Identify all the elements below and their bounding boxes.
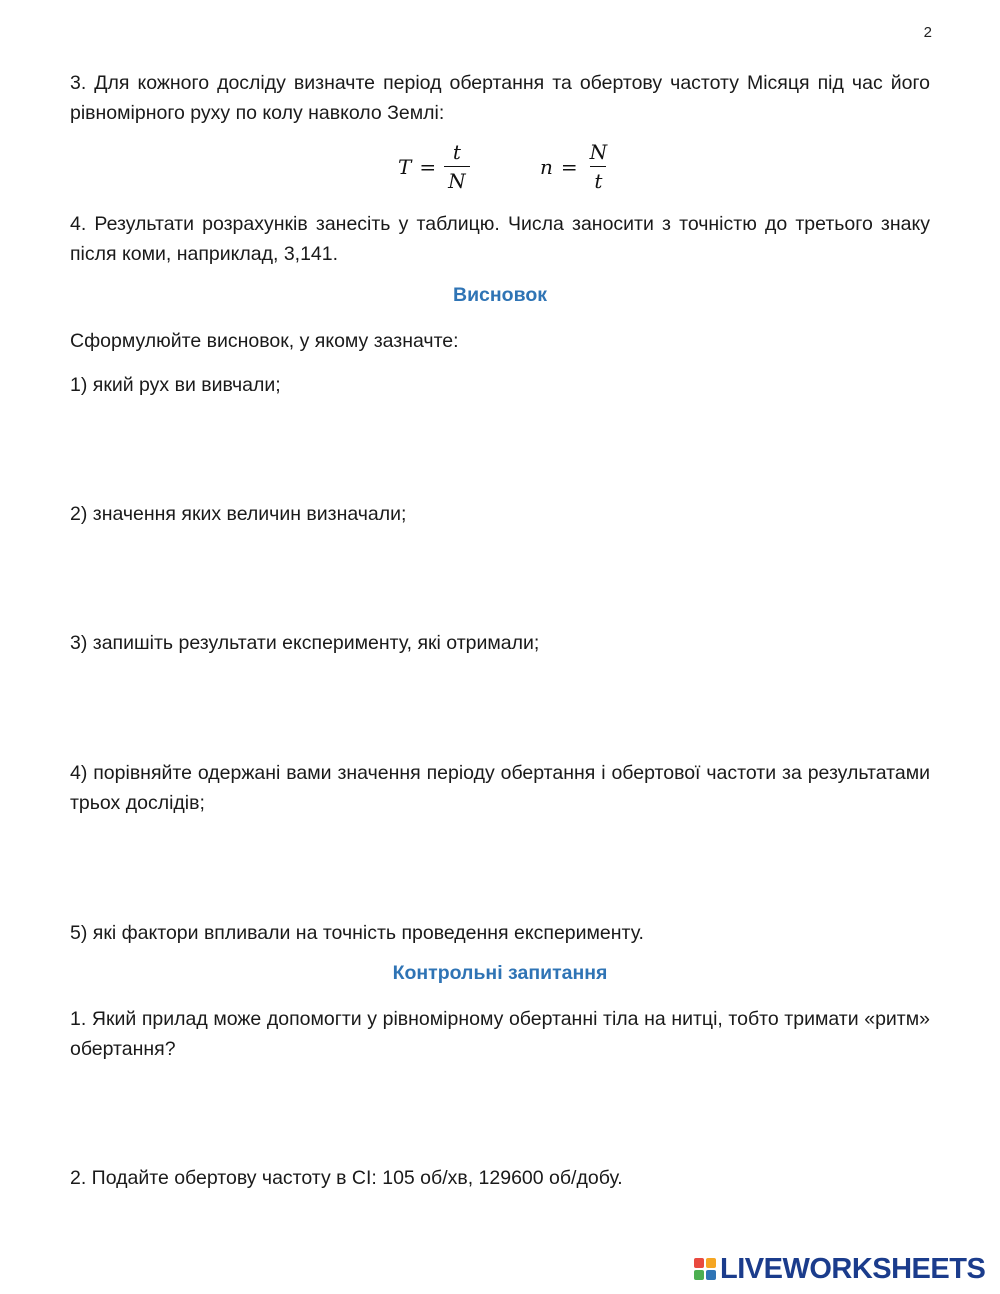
period-formula-lhs: T (398, 154, 412, 179)
period-formula (398, 140, 470, 193)
conclusion-item-4: 4) порівняйте одержані вами значення періоду обертання і обертової частоти за результатами трьох дослідів; (70, 762, 930, 814)
frequency-formula-numerator: N (589, 140, 608, 164)
conclusion-item-5: 5) які фактори впливали на точність проведення експерименту. (70, 922, 644, 944)
period-formula-equals: = (419, 154, 437, 179)
logo-square-blue (706, 1270, 716, 1280)
conclusion-item-3: 3) запишіть результати експерименту, які отримали; (70, 632, 540, 654)
control-question-2: 2. Подайте обертову частоту в СІ: 105 об/хв, 129600 об/добу. (70, 1167, 623, 1189)
conclusion-item-1: 1) який рух ви вивчали; (70, 374, 281, 396)
step-3-text: 3. Для кожного досліду визначте період обертання та обертову частоту Місяця під час його рівномірного руху по колу навколо Землі: (70, 72, 930, 124)
period-formula-fraction (444, 140, 470, 193)
control-questions-heading: Контрольні запитання (392, 962, 608, 984)
frequency-formula-equals: = (560, 154, 578, 179)
period-formula-numerator: t (452, 140, 461, 164)
formula-row (0, 140, 1000, 204)
frequency-formula-fraction (586, 140, 612, 193)
logo-text: LIVEWORKSHEETS (720, 1253, 986, 1285)
frequency-formula (540, 140, 611, 193)
frequency-formula-lhs: n (540, 154, 553, 179)
logo-mark-icon (694, 1258, 716, 1280)
conclusion-item-2: 2) значення яких величин визначали; (70, 503, 407, 525)
period-formula-denominator: N (444, 166, 470, 193)
liveworksheets-logo (694, 1252, 985, 1286)
logo-square-orange (706, 1258, 716, 1268)
control-question-1: 1. Який прилад може допомогти у рівномірному обертанні тіла на нитці, тобто тримати «ритм» обертання? (70, 1008, 930, 1060)
conclusion-intro: Сформулюйте висновок, у якому зазначте: (70, 330, 459, 352)
logo-square-green (694, 1270, 704, 1280)
logo-square-red (694, 1258, 704, 1268)
conclusion-heading: Висновок (452, 284, 547, 306)
frequency-formula-denominator: t (590, 166, 606, 193)
page-number: 2 (923, 24, 932, 41)
step-4-text: 4. Результати розрахунків занесіть у таблицю. Числа заносити з точністю до третього знаку після коми, наприклад, 3,141. (70, 213, 930, 265)
